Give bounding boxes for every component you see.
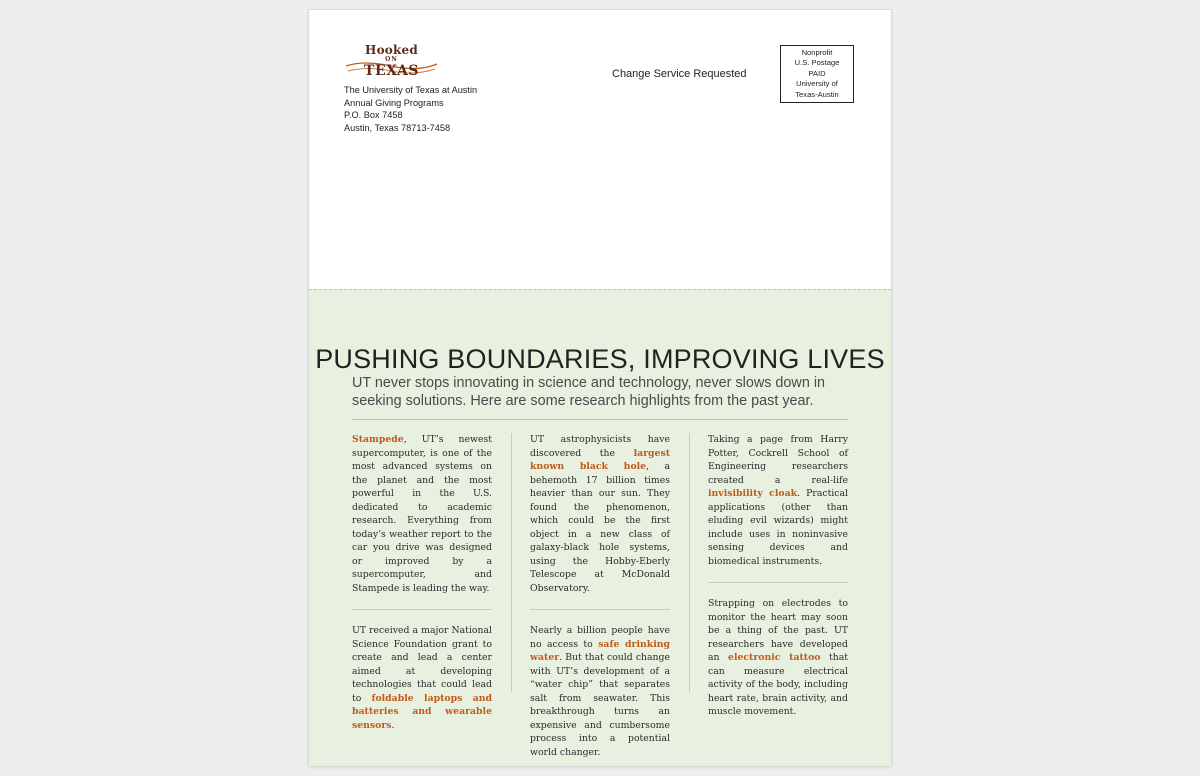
hooked-on-texas-logo <box>344 44 439 80</box>
postage-line: U.S. Postage <box>794 58 840 68</box>
article-text: UT received a major National Science Foundation grant to create and lead a center aimed at developing technologies that could lead to <box>352 625 492 704</box>
postage-line: University of <box>796 79 838 89</box>
article-text: , a behemoth 17 billion times heavier than our sun. They found the phenomenon, which could be the first object in a new class of galaxy-black hole systems, using the Hobby-Eberly Telescope at McDonald Observatory. <box>530 461 670 594</box>
highlight-invisibility-cloak: invisibility cloak <box>708 488 798 499</box>
postage-line: Nonprofit <box>801 48 833 57</box>
logo-line-1: Hooked <box>365 43 418 57</box>
article-text: Nearly a billion people have no access to <box>530 625 670 650</box>
address-line: The University of Texas at Austin <box>344 85 478 95</box>
address-line: Austin, Texas 78713-7458 <box>344 122 451 133</box>
article-text: . Practical applications (other than eluding evil wizards) might include uses in noninvasive sensing devices and biomedical instruments. <box>708 488 848 567</box>
change-service-requested: Change Service Requested <box>612 68 747 80</box>
postage-indicia <box>780 45 854 103</box>
logo-line-2: ON <box>385 56 398 63</box>
article-text: Taking a page from Harry Potter, Cockrell School of Engineering researchers created a real-life <box>708 434 848 486</box>
column-3 <box>708 433 848 719</box>
highlight-black-hole: largest known black hole <box>530 447 670 472</box>
article-text: . <box>391 719 395 731</box>
article-text: that can measure electrical activity of the body, including heart rate, brain activity, and muscle movement. <box>708 652 848 717</box>
intro-text: UT never stops innovating in science and technology, never slows down in seeking solutions. Here are some research highlights from the past year. <box>352 375 826 409</box>
article-water <box>530 624 670 759</box>
article-nsf <box>352 624 492 732</box>
article-separator <box>530 609 670 610</box>
logo-line-3: TEXAS <box>364 63 419 79</box>
highlight-drinking-water: safe drinking water <box>530 638 670 663</box>
postage-line: Texas-Austin <box>795 89 839 99</box>
article-separator <box>708 582 848 583</box>
article-text: , UT’s newest supercomputer, is one of the most advanced systems on the planet and the most powerful in the U.S. dedicated to academic research. Everything from today’s weather report to the car you drive was designed or improved by a supercomputer, and Stampede is leading the way. <box>352 434 492 594</box>
article-stampede <box>352 433 492 595</box>
article-text: UT astrophysicists have discovered the <box>530 434 670 459</box>
address-line: P.O. Box 7458 <box>344 110 403 121</box>
highlight-foldable-laptops: foldable laptops and batteries and wearable sensors <box>352 692 493 731</box>
article-tattoo <box>708 597 848 719</box>
article-cloak <box>708 433 848 568</box>
article-separator <box>352 609 492 610</box>
article-black-hole <box>530 433 670 595</box>
address-line: Annual Giving Programs <box>344 97 444 108</box>
highlight-electronic-tattoo: electronic tattoo <box>728 652 821 663</box>
column-2 <box>530 433 670 759</box>
return-address <box>344 84 477 134</box>
column-1 <box>352 433 492 732</box>
postage-line: PAID <box>808 68 826 78</box>
research-panel <box>309 289 891 766</box>
column-divider <box>511 433 512 692</box>
article-text: Strapping on electrodes to monitor the heart may soon be a thing of the past. UT researchers have developed an <box>708 598 848 663</box>
column-divider <box>689 433 690 692</box>
article-text: . But that could change with UT’s development of a “water chip” that separates salt from seawater. This breakthrough turns an expensive and cumbersome process into a potential world changer. <box>530 652 670 758</box>
divider <box>352 419 848 420</box>
headline: PUSHING BOUNDARIES, IMPROVING LIVES <box>315 344 885 375</box>
highlight-stampede: Stampede <box>352 434 404 445</box>
mailer-page <box>309 10 891 766</box>
